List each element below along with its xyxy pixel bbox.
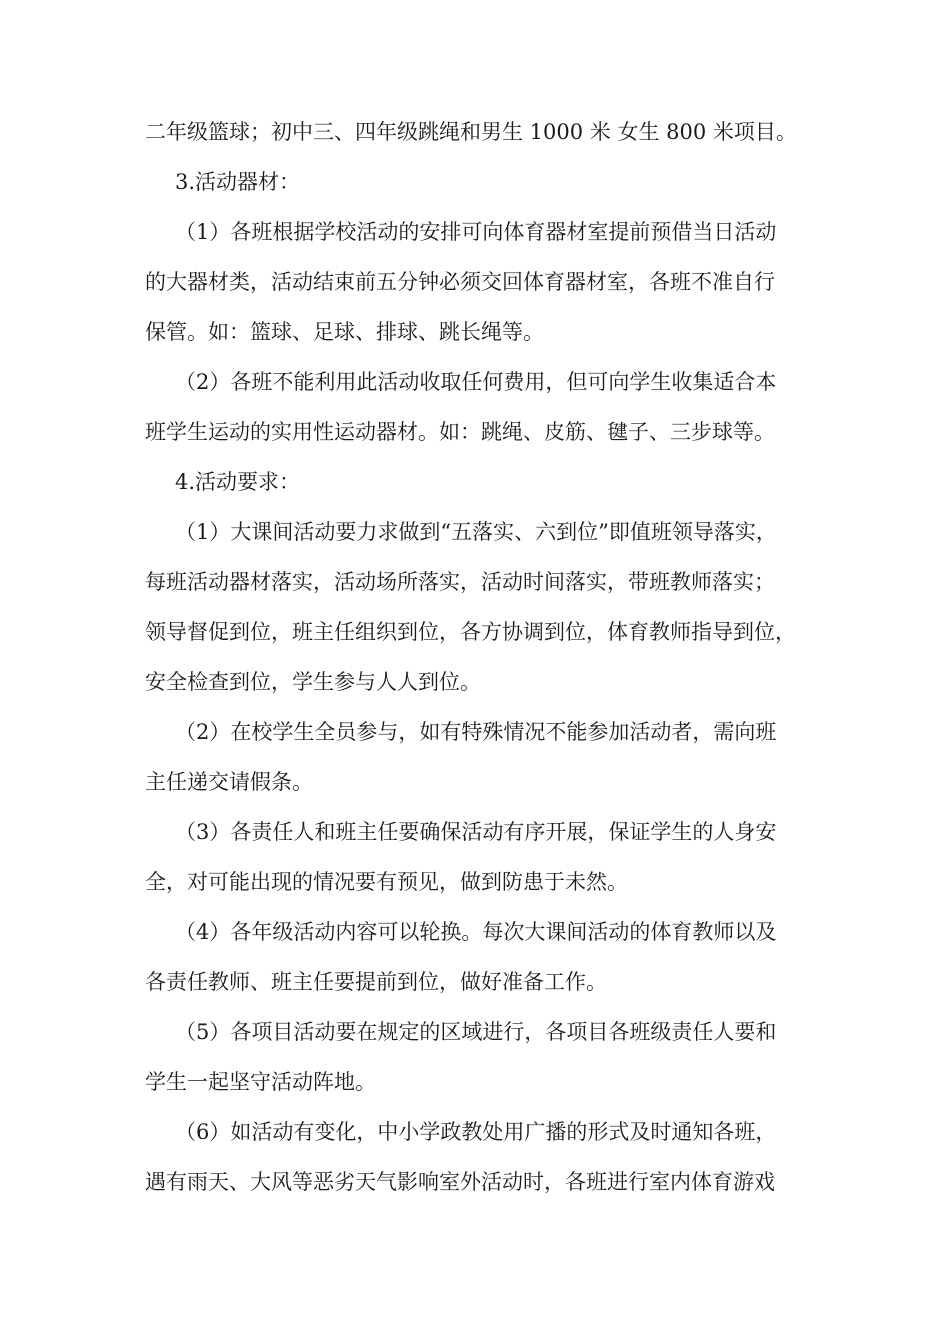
text-line: 的大器材类，活动结束前五分钟必须交回体育器材室，各班不准自行 <box>145 270 775 294</box>
text-line: 全，对可能出现的情况要有预见，做到防患于未然。 <box>145 870 628 894</box>
text-line: （4）各年级活动内容可以轮换。每次大课间活动的体育教师以及 <box>175 920 777 944</box>
text-line: 班学生运动的实用性运动器材。如：跳绳、皮筋、毽子、三步球等。 <box>145 420 775 444</box>
text-line: 主任递交请假条。 <box>145 770 313 794</box>
section-heading-equipment: 3.活动器材： <box>175 170 301 194</box>
text-line: （1）大课间活动要力求做到“五落实、六到位”即值班领导落实， <box>175 520 777 544</box>
text-line: 各责任教师、班主任要提前到位，做好准备工作。 <box>145 970 607 994</box>
text-line: 二年级篮球；初中三、四年级跳绳和男生 1000 米 女生 800 米项目。 <box>145 120 797 144</box>
text-line: 保管。如：篮球、足球、排球、跳长绳等。 <box>145 320 544 344</box>
text-line: （1）各班根据学校活动的安排可向体育器材室提前预借当日活动 <box>175 220 777 244</box>
text-line: （2）在校学生全员参与，如有特殊情况不能参加活动者，需向班 <box>175 720 777 744</box>
text-line: （2）各班不能利用此活动收取任何费用，但可向学生收集适合本 <box>175 370 777 394</box>
text-line: 安全检查到位，学生参与人人到位。 <box>145 670 481 694</box>
text-line: 领导督促到位，班主任组织到位，各方协调到位，体育教师指导到位， <box>145 620 796 644</box>
text-line: 学生一起坚守活动阵地。 <box>145 1070 376 1094</box>
text-line: 每班活动器材落实，活动场所落实，活动时间落实，带班教师落实； <box>145 570 775 594</box>
text-line: （3）各责任人和班主任要确保活动有序开展，保证学生的人身安 <box>175 820 777 844</box>
text-line: （5）各项目活动要在规定的区域进行，各项目各班级责任人要和 <box>175 1020 777 1044</box>
document-body <box>145 117 810 1197</box>
section-heading-requirements: 4.活动要求： <box>175 470 301 494</box>
text-line: 遇有雨天、大风等恶劣天气影响室外活动时，各班进行室内体育游戏 <box>145 1170 775 1194</box>
text-line: （6）如活动有变化，中小学政教处用广播的形式及时通知各班， <box>175 1120 777 1144</box>
